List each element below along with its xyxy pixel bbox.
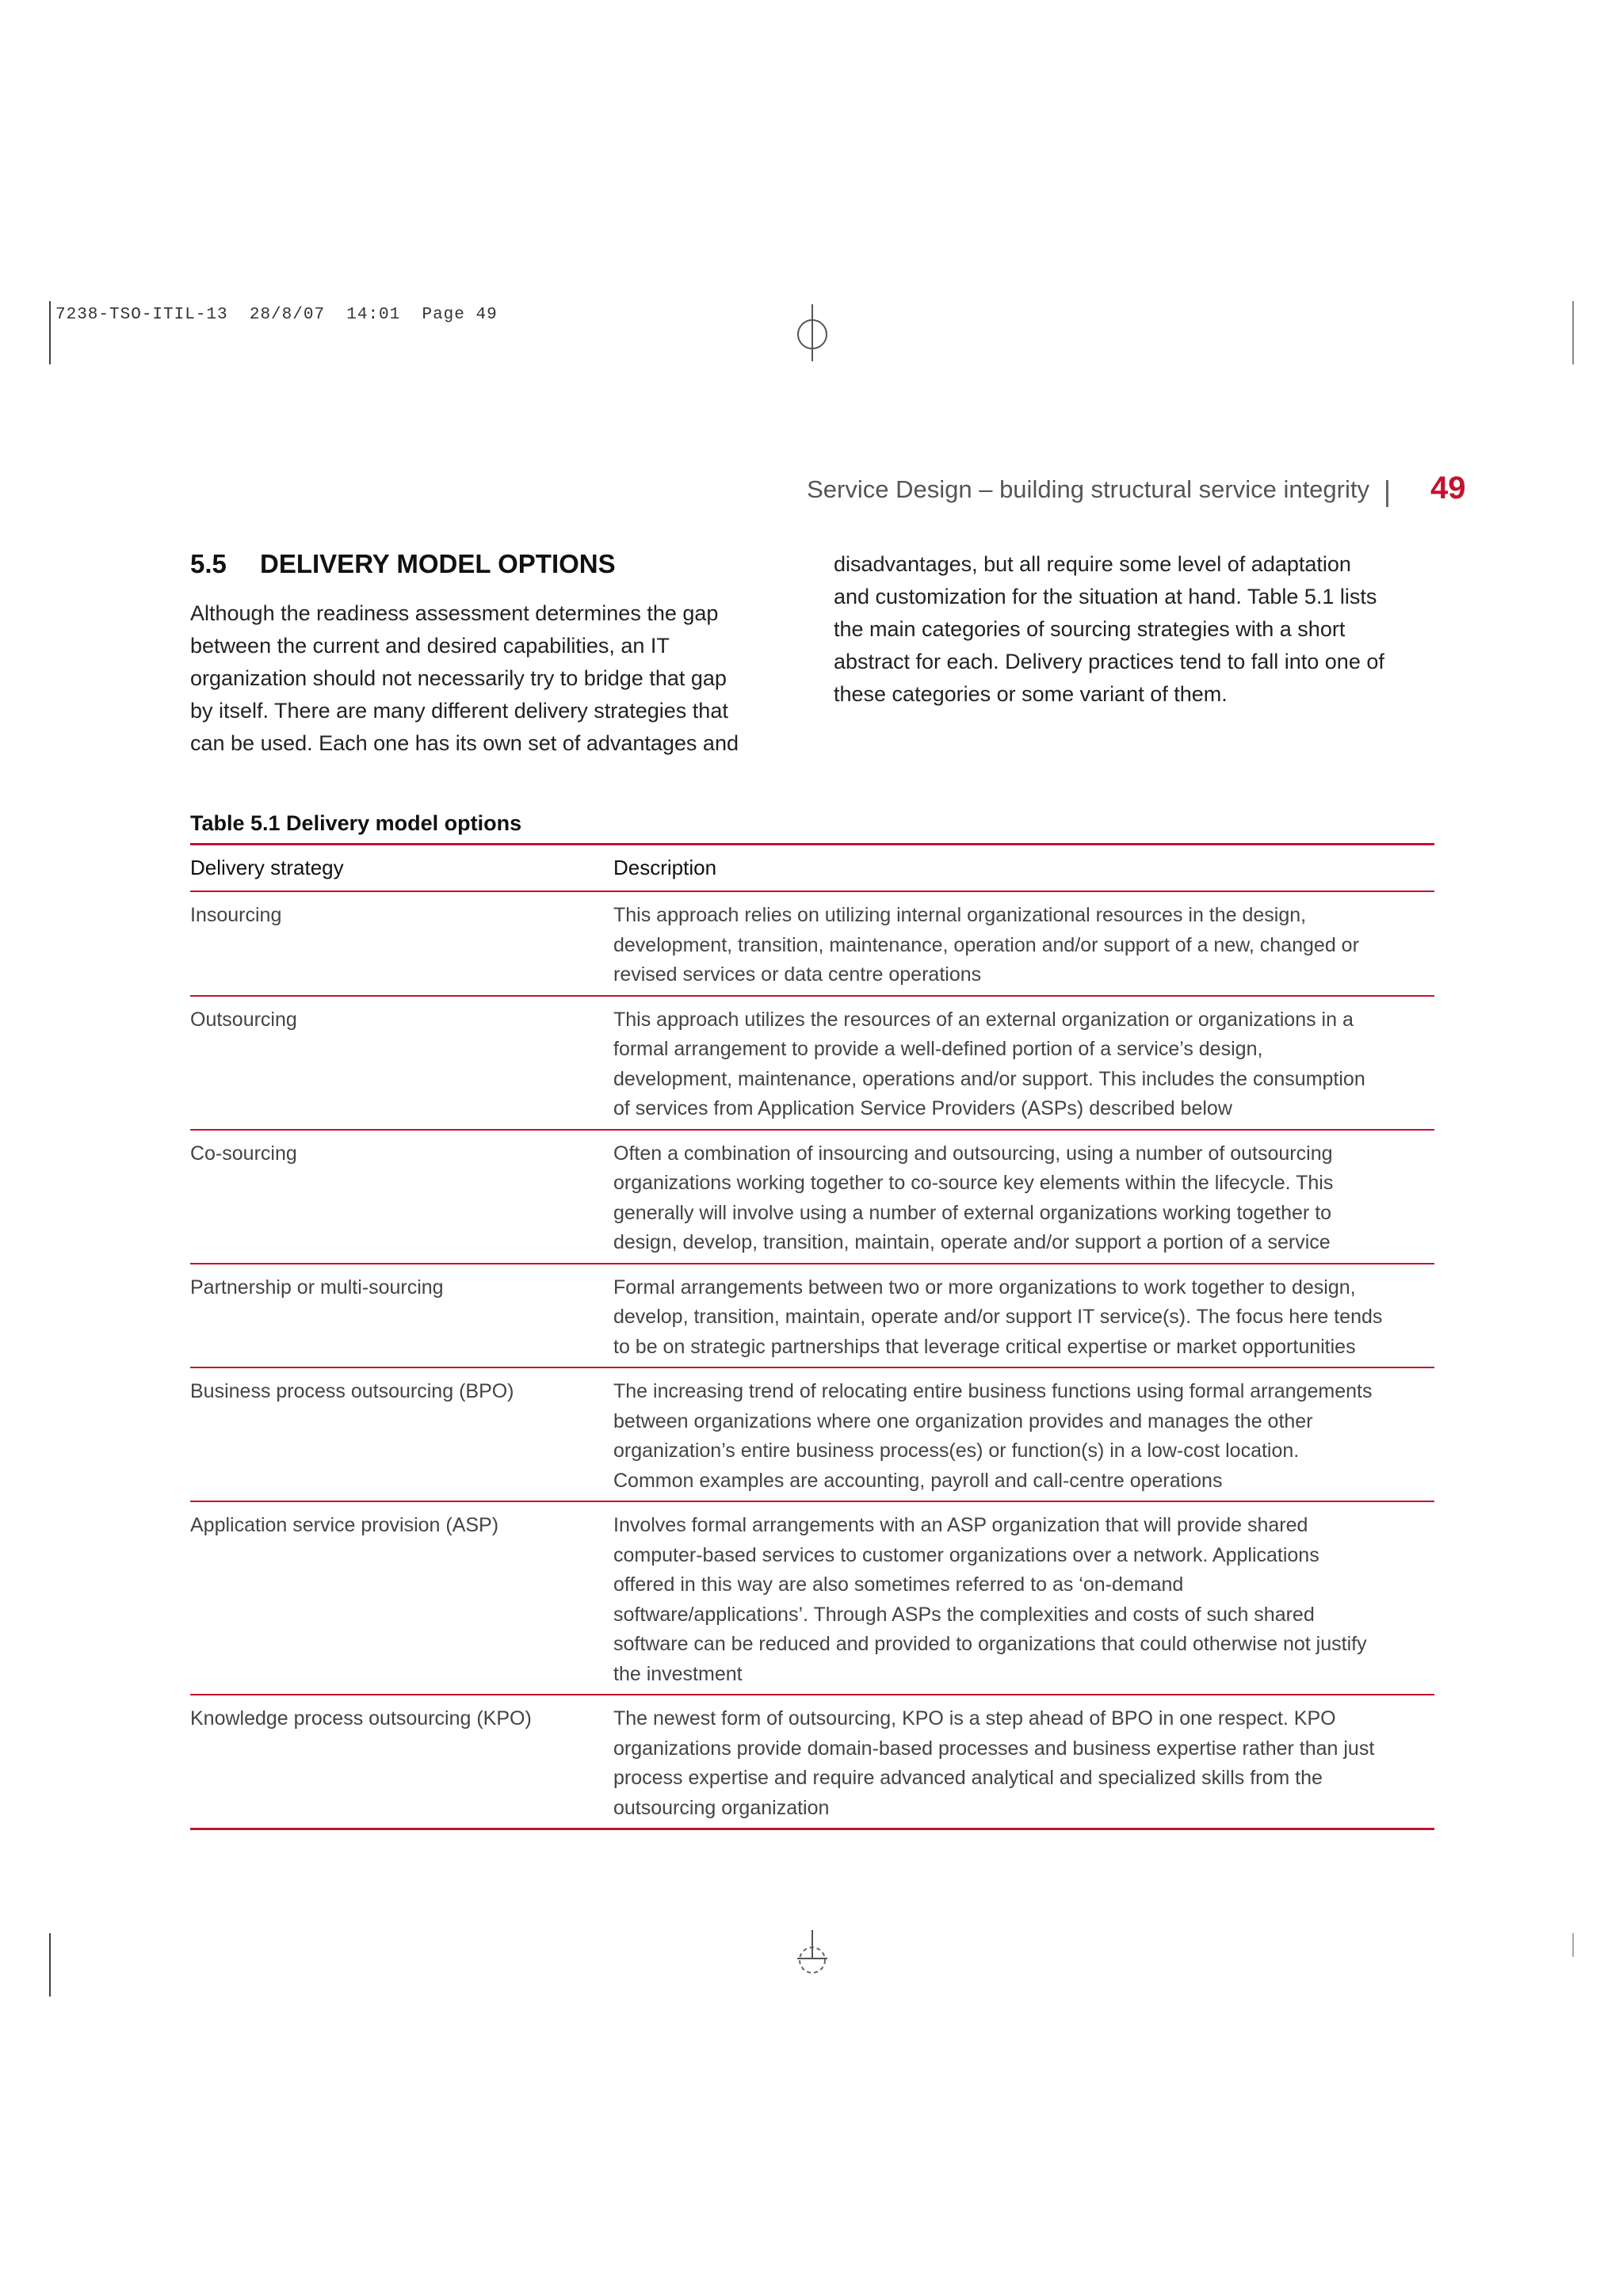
description-line: The newest form of outsourcing, KPO is a step ahead of BPO in one respect. KPO [613,1707,1336,1730]
body-line: organization should not necessarily try to bridge that gap [190,666,727,690]
table-row [190,1695,1434,1830]
description-line: software/applications’. Through ASPs the complexities and costs of such shared [613,1603,1315,1626]
cell-delivery-strategy: Partnership or multi-sourcing [190,1276,444,1299]
crop-mark-top-left [49,301,51,364]
description-line: development, maintenance, operations and/or support. This includes the consumption [613,1067,1365,1090]
table-header-row [190,845,1434,892]
body-line: can be used. Each one has its own set of advantages and [190,731,739,755]
running-head [0,471,1623,515]
header-delivery-strategy: Delivery strategy [190,856,344,879]
body-line: between the current and desired capabilities, an IT [190,634,670,658]
print-slug: 7238-TSO-ITIL-13 28/8/07 14:01 Page 49 [55,306,498,324]
header-description: Description [613,856,717,879]
cell-delivery-strategy: Outsourcing [190,1008,297,1031]
running-head-title: Service Design – building structural service integrity [807,475,1369,503]
crop-mark-top-right [1572,301,1574,364]
description-line: offered in this way are also sometimes referred to as ‘on-demand [613,1573,1184,1596]
body-line: these categories or some variant of them. [834,682,1228,706]
cell-description [613,901,1434,990]
table-caption: Table 5.1 Delivery model options [190,811,522,835]
description-line: outsourcing organization [613,1796,830,1819]
description-line: develop, transition, maintain, operate and/or support IT service(s). The focus here tends [613,1306,1383,1328]
description-line: organizations provide domain-based processes and business expertise rather than just [613,1737,1375,1760]
description-line: the investment [613,1662,743,1685]
table-row [190,997,1434,1131]
section-number: 5.5 [190,549,227,578]
description-line: computer-based services to customer organizations over a network. Applications [613,1543,1319,1566]
table-row [190,1264,1434,1369]
body-column-right [834,548,1438,711]
cell-description [613,1005,1434,1124]
description-line: Common examples are accounting, payroll and call-centre operations [613,1469,1223,1492]
cell-delivery-strategy: Application service provision (ASP) [190,1514,499,1536]
description-line: This approach utilizes the resources of an external organization or organizations in a [613,1008,1354,1031]
crop-mark-bottom-right [1572,1933,1574,1957]
body-line: abstract for each. Delivery practices tend to fall into one of [834,650,1384,673]
description-line: Involves formal arrangements with an ASP organization that will provide shared [613,1514,1308,1536]
description-line: Often a combination of insourcing and outsourcing, using a number of outsourcing [613,1142,1333,1165]
description-line: The increasing trend of relocating entire business functions using formal arrangements [613,1380,1373,1402]
running-head-divider [1386,480,1388,507]
description-line: generally will involve using a number of external organizations working together to [613,1201,1332,1224]
description-line: process expertise and require advanced analytical and specialized skills from the [613,1767,1323,1789]
section-title: DELIVERY MODEL OPTIONS [260,549,616,578]
cell-description [613,1377,1434,1496]
table-row [190,1131,1434,1264]
table-row [190,1502,1434,1695]
cell-description [613,1704,1434,1823]
cell-description [613,1139,1434,1258]
table-row [190,1368,1434,1502]
description-line: revised services or data centre operations [613,963,982,986]
registration-mark-bottom-icon [792,1927,832,1982]
section-heading [190,549,616,579]
cell-delivery-strategy: Knowledge process outsourcing (KPO) [190,1707,532,1730]
delivery-model-table [190,843,1434,1830]
description-line: design, develop, transition, maintain, operate and/or support a portion of a service [613,1231,1331,1253]
description-line: development, transition, maintenance, operation and/or support of a new, changed or [613,933,1359,956]
body-line: by itself. There are many different delivery strategies that [190,699,728,723]
description-line: to be on strategic partnerships that leverage critical expertise or market opportunities [613,1335,1356,1358]
body-line: Although the readiness assessment determines the gap [190,601,719,625]
registration-mark-top-icon [792,301,832,364]
cell-description [613,1511,1434,1689]
page-number: 49 [1430,471,1466,505]
table-body [190,892,1434,1830]
body-line: and customization for the situation at hand. Table 5.1 lists [834,585,1377,608]
description-line: formal arrangement to provide a well-defined portion of a service’s design, [613,1038,1263,1060]
description-line: organizations working together to co-source key elements within the lifecycle. This [613,1172,1334,1194]
body-column-left [190,597,792,760]
cell-delivery-strategy: Co-sourcing [190,1142,297,1165]
cell-description [613,1273,1434,1363]
description-line: of services from Application Service Providers (ASPs) described below [613,1097,1232,1119]
crop-mark-bottom-left [49,1933,51,1997]
description-line: Formal arrangements between two or more organizations to work together to design, [613,1276,1356,1299]
description-line: software can be reduced and provided to organizations that could otherwise not justify [613,1633,1367,1655]
description-line: organization’s entire business process(es) or function(s) in a low-cost location. [613,1440,1300,1462]
description-line: This approach relies on utilizing internal organizational resources in the design, [613,904,1307,926]
body-line: the main categories of sourcing strategies with a short [834,617,1346,641]
cell-delivery-strategy: Insourcing [190,904,282,926]
table-row [190,892,1434,997]
cell-delivery-strategy: Business process outsourcing (BPO) [190,1380,514,1402]
description-line: between organizations where one organization provides and manages the other [613,1409,1313,1432]
body-line: disadvantages, but all require some level of adaptation [834,552,1351,576]
